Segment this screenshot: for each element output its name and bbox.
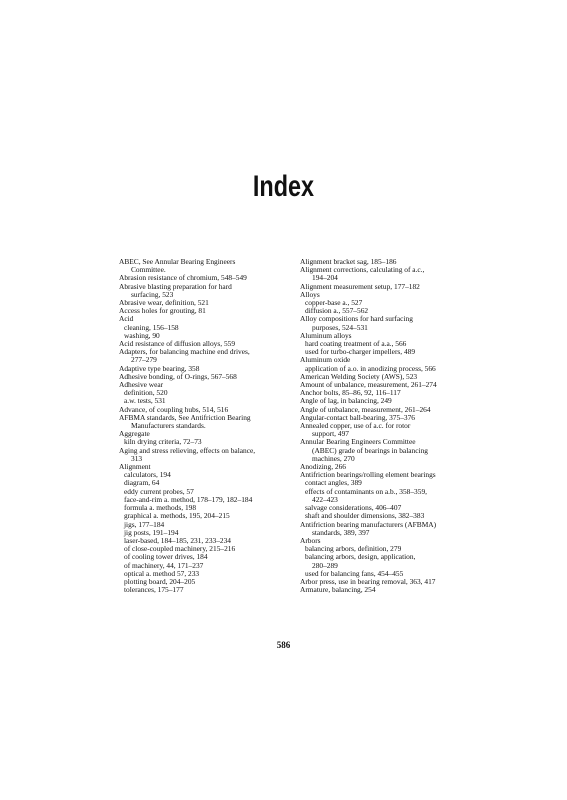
index-entry-text: Annealed copper, use of a.c. for rotor [300, 421, 411, 431]
index-entry-continuation: 277–279 [131, 355, 157, 365]
index-entry-text: ABEC, See Annular Bearing Engineers [119, 257, 236, 266]
index-entry-continuation: 194–204 [312, 273, 338, 283]
index-entry-text: hard coating treatment of a.a., 566 [305, 339, 407, 349]
index-entry-continuation: 280–289 [312, 560, 338, 570]
index-subentry [300, 553, 490, 569]
index-entry-text: Anodizing, 266 [300, 462, 346, 472]
index-entry [119, 258, 297, 274]
index-entry-text: plotting board, 204–205 [124, 576, 196, 586]
index-entry-continuation: support, 497 [312, 429, 349, 439]
index-entry-text: Anchor bolts, 85–86, 92, 116–117 [300, 388, 401, 398]
index-entry-text: Annular Bearing Engineers Committee [300, 437, 416, 447]
index-entry-text: calculators, 194 [124, 470, 171, 480]
index-entry-text: Amount of unbalance, measurement, 261–274 [300, 380, 437, 390]
index-entry [119, 447, 297, 463]
index-entry-text: Alignment [119, 462, 151, 472]
index-entry-text: Alignment bracket sag, 185–186 [300, 257, 397, 266]
page-title: Index [252, 170, 315, 203]
index-entry-text: Arbors [300, 535, 321, 545]
index-entry-text: Access holes for grouting, 81 [119, 306, 206, 316]
index-entry-text: Alignment corrections, calculating of a.c., [300, 265, 425, 275]
index-entry-text: graphical a. methods, 195, 204–215 [124, 511, 230, 521]
index-entry-text: kiln drying criteria, 72–73 [124, 437, 202, 447]
index-entry-text: Antifriction bearing manufacturers (AFBMA) [300, 519, 437, 529]
index-entry-text: Arbor press, use in bearing removal, 363, 417 [300, 576, 436, 586]
index-entry-text: Angle of lag, in balancing, 249 [300, 396, 392, 406]
index-entry-text: Alloys [300, 289, 320, 299]
index-entry-text: tolerances, 175–177 [124, 585, 184, 595]
page-number: 586 [276, 640, 291, 650]
index-entry-text: Abrasion resistance of chromium, 548–549 [119, 273, 247, 283]
index-entry-text: shaft and shoulder dimensions, 382–383 [305, 511, 425, 521]
index-entry [300, 438, 490, 463]
index-entry-text: Adapters, for balancing machine end drives, [119, 347, 250, 357]
index-entry [119, 283, 297, 299]
index-entry [300, 422, 490, 438]
index-entry-text: diagram, 64 [124, 478, 160, 488]
index-entry-text: Acid resistance of diffusion alloys, 559 [119, 339, 236, 349]
index-entry-text: optical a. method 57, 233 [124, 568, 200, 578]
index-subentry [300, 488, 490, 504]
index-entry-text: laser-based, 184–185, 231, 233–234 [124, 535, 231, 545]
index-entry-text: Abrasive wear, definition, 521 [119, 298, 209, 308]
index-entry-text: Angle of unbalance, measurement, 261–264 [300, 404, 431, 414]
index-entry-text: eddy current probes, 57 [124, 486, 194, 496]
index-entry-text: formula a. methods, 198 [124, 503, 197, 513]
index-entry-text: Aging and stress relieving, effects on balance, [119, 445, 256, 455]
index-entry-text: Aluminum oxide [300, 355, 351, 365]
index-entry-continuation: surfacing, 523 [131, 289, 174, 299]
index-entry [119, 348, 297, 364]
index-entry-text: jigs, 177–184 [124, 519, 165, 529]
index-entry-text: Adhesive wear [119, 380, 164, 390]
index-subentry [119, 586, 297, 594]
index-entry [300, 521, 490, 537]
index-entry-text: balancing arbors, definition, 279 [305, 544, 402, 554]
index-entry-text: Alignment measurement setup, 177–182 [300, 281, 420, 291]
index-entry-text: of close-coupled machinery, 215–216 [124, 544, 236, 554]
index-entry-text: Adaptive type bearing, 358 [119, 363, 200, 373]
index-entry-text: of cooling tower drives, 184 [124, 552, 208, 562]
index-entry-text: washing, 90 [124, 330, 160, 340]
index-entry-text: Advance, of coupling hubs, 514, 516 [119, 404, 229, 414]
index-entry-text: Adhesive bonding, of O-rings, 567–568 [119, 371, 237, 381]
index-entry [119, 307, 297, 315]
index-entry-text: salvage considerations, 406–407 [305, 503, 402, 513]
index-entry [300, 586, 490, 594]
index-entry [300, 315, 490, 331]
index-entry-text: contact angles, 389 [305, 478, 362, 488]
index-column-left [119, 258, 297, 594]
index-entry-text: of machinery, 44, 171–237 [124, 560, 204, 570]
index-entry-text: definition, 520 [124, 388, 168, 398]
index-column-right [300, 258, 490, 594]
index-entry-text: a.w. tests, 531 [124, 396, 166, 406]
index-entry-text: used for balancing fans, 454–455 [305, 568, 404, 578]
index-entry-text: Alloy compositions for hard surfacing [300, 314, 413, 324]
index-entry-text: Aggregate [119, 429, 150, 439]
index-entry-text: Aluminum alloys [300, 330, 352, 340]
index-entry-continuation: 422–423 [312, 494, 338, 504]
index-entry-text: AFBMA standards, See Antifriction Bearing [119, 412, 251, 422]
index-entry-text: Antifriction bearings/rolling element bearings [300, 470, 436, 480]
index-entry-text: Angular-contact ball-bearing, 375–376 [300, 412, 415, 422]
index-entry [119, 414, 297, 430]
index-entry-text: face-and-rim a. method, 178–179, 182–184 [124, 494, 253, 504]
index-entry-text: effects of contaminants on a.b., 358–359, [305, 486, 427, 496]
index-entry-continuation: (ABEC) grade of bearings in balancing [312, 445, 428, 455]
index-entry-continuation: 313 [131, 453, 143, 463]
index-entry-text: Acid [119, 314, 134, 324]
index-entry-text: cleaning, 156–158 [124, 322, 179, 332]
index-entry-text: jig posts, 191–194 [124, 527, 179, 537]
index-entry-continuation: Committee. [131, 265, 166, 275]
index-entry-continuation: Manufacturers standards. [131, 421, 206, 431]
index-entry-text: American Welding Society (AWS), 523 [300, 371, 418, 381]
index-entry [300, 266, 490, 282]
index-entry-text: Abrasive blasting preparation for hard [119, 281, 232, 291]
index-entry-text: balancing arbors, design, application, [305, 552, 416, 562]
index-entry-text: used for turbo-charger impellers, 489 [305, 347, 416, 357]
index-entry-continuation: machines, 270 [312, 453, 355, 463]
index-entry-text: diffusion a., 557–562 [305, 306, 369, 316]
index-entry-continuation: standards, 389, 397 [312, 527, 370, 537]
index-entry-text: Armature, balancing, 254 [300, 585, 376, 595]
index-entry-continuation: purposes, 524–531 [312, 322, 368, 332]
index-entry [300, 283, 490, 291]
index-entry-text: copper-base a., 527 [305, 298, 363, 308]
index-entry-text: application of a.o. in anodizing process, 566 [305, 363, 436, 373]
